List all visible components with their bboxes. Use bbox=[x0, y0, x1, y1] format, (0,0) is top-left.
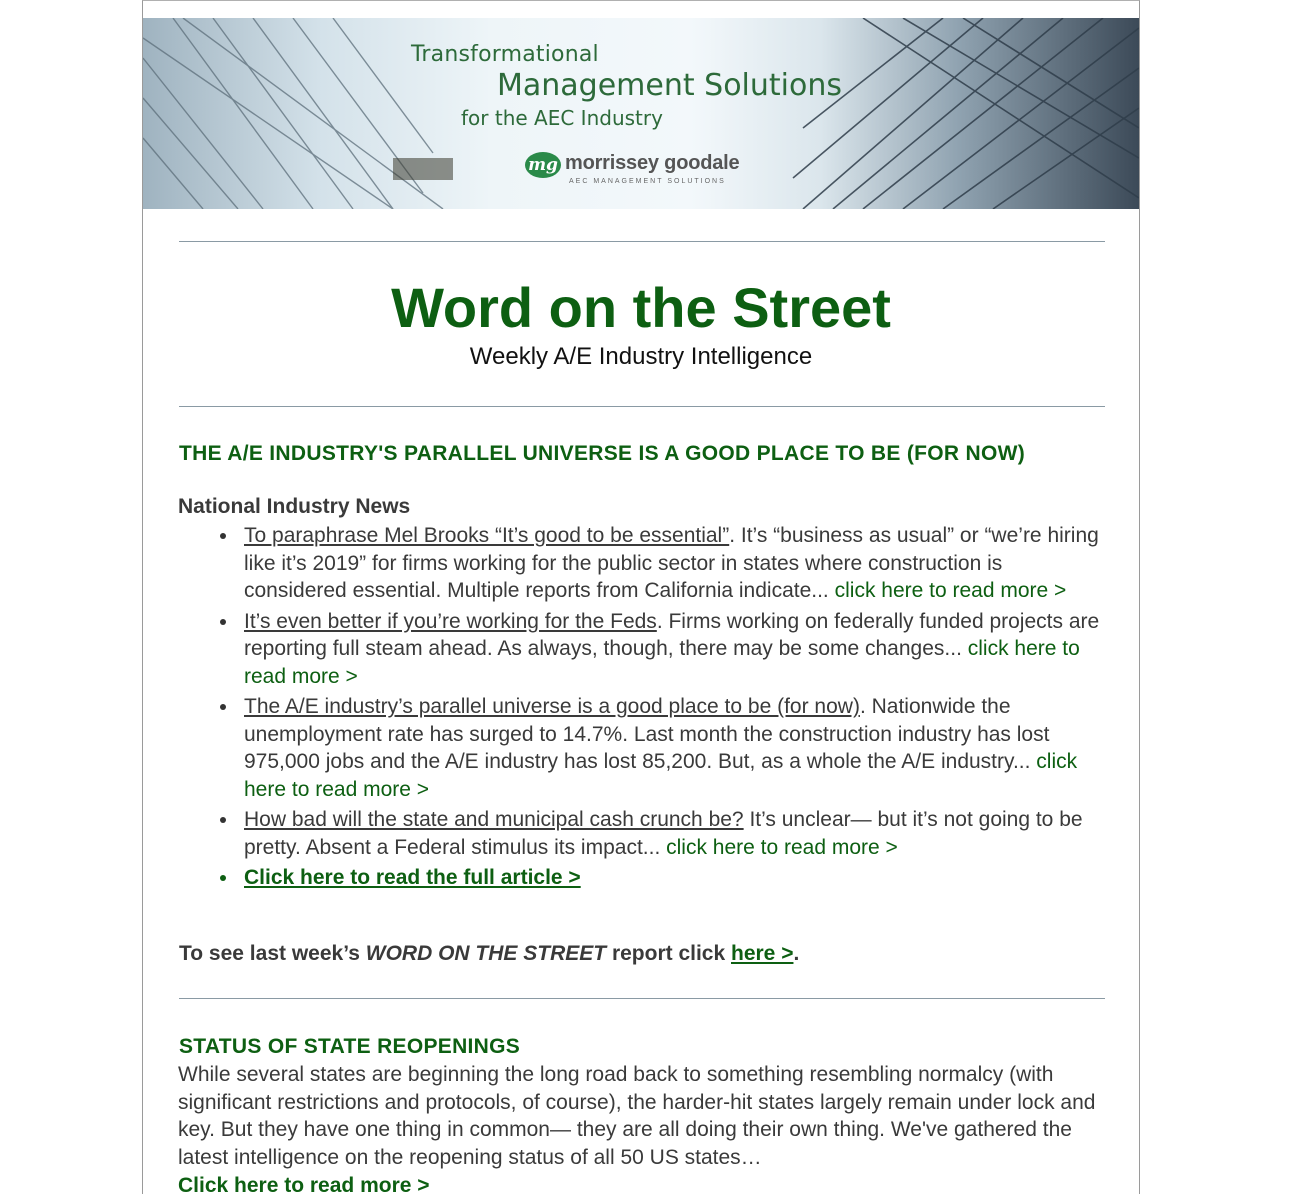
last-week-title: WORD ON THE STREET bbox=[365, 942, 607, 965]
newsletter-frame bbox=[142, 0, 1140, 1197]
read-more-link[interactable]: click here to read more > bbox=[244, 637, 1080, 688]
reopenings-body: While several states are beginning the long road back to something resembling normalcy (with significant restrictions and protocols, of course), the harder-hit states largely remain under lock and key. But they have one thing in common— they are all doing their own thing. We've gathered the latest intelligence on the reopening status of all 50 US states… bbox=[178, 1063, 1096, 1169]
read-more-link[interactable]: click here to read more > bbox=[666, 835, 898, 859]
article-summary: . Firms working on federally funded projects are reporting full steam ahead. As always, though, there may be some changes... bbox=[244, 609, 1100, 660]
last-week-suffix: . bbox=[793, 942, 800, 965]
reopenings-read-more-link[interactable]: Click here to read more > bbox=[178, 1174, 430, 1197]
article-link[interactable]: To paraphrase Mel Brooks “It’s good to be essential” bbox=[244, 524, 730, 547]
article-link[interactable]: The A/E industry’s parallel universe is a good place to be (for now) bbox=[244, 695, 860, 718]
last-week-line bbox=[179, 940, 799, 968]
logo-subtext: AEC MANAGEMENT SOLUTIONS bbox=[569, 178, 726, 185]
read-more-link[interactable]: click here to read more > bbox=[244, 750, 1078, 801]
article-summary: It’s unclear— but it’s not going to be pretty. Absent a Federal stimulus its impact... bbox=[244, 808, 1083, 859]
header-banner bbox=[143, 18, 1139, 209]
list-item bbox=[244, 693, 1109, 803]
divider bbox=[179, 998, 1105, 999]
list-item bbox=[244, 864, 1109, 892]
banner-line-3: for the AEC Industry bbox=[461, 106, 663, 130]
banner-line-2: Management Solutions bbox=[497, 68, 842, 103]
last-week-link[interactable]: here > bbox=[731, 942, 794, 965]
last-week-prefix: To see last week’s bbox=[179, 942, 366, 965]
logo-mark: mg bbox=[525, 152, 561, 178]
newsletter-subtitle: Weekly A/E Industry Intelligence bbox=[469, 343, 813, 370]
article-summary: . Nationwide the unemployment rate has surged to 14.7%. Last month the construction industry has lost 975,000 jobs and the A/E industry has lost 85,200. But, as a whole the A/E industry... bbox=[244, 695, 1050, 773]
divider bbox=[179, 406, 1105, 407]
article-link[interactable]: How bad will the state and municipal cash crunch be? bbox=[244, 808, 744, 831]
section-label-national-news: National Industry News bbox=[178, 495, 411, 518]
list-item bbox=[244, 608, 1109, 691]
logo-text: morrissey goodale bbox=[565, 152, 740, 174]
list-item bbox=[244, 522, 1109, 605]
reopenings-heading: STATUS OF STATE REOPENINGS bbox=[179, 1035, 521, 1058]
divider bbox=[179, 241, 1105, 242]
banner-line-1: Transformational bbox=[411, 42, 599, 67]
list-item bbox=[244, 806, 1109, 861]
article-link[interactable]: It’s even better if you’re working for the Feds bbox=[244, 609, 657, 633]
article-summary: . It’s “business as usual” or “we’re hiring like it’s 2019” for firms working for the public sector in states where construction is considered essential. Multiple reports from California indicate... bbox=[244, 524, 1099, 602]
news-list bbox=[179, 522, 1109, 895]
read-more-link[interactable]: click here to read more > bbox=[834, 579, 1067, 602]
full-article-link[interactable]: Click here to read the full article > bbox=[244, 866, 581, 889]
lead-headline: THE A/E INDUSTRY'S PARALLEL UNIVERSE IS A GOOD PLACE TO BE (FOR NOW) bbox=[179, 442, 1025, 465]
last-week-middle: report click bbox=[606, 942, 731, 965]
newsletter-title: Word on the Street bbox=[391, 276, 891, 339]
